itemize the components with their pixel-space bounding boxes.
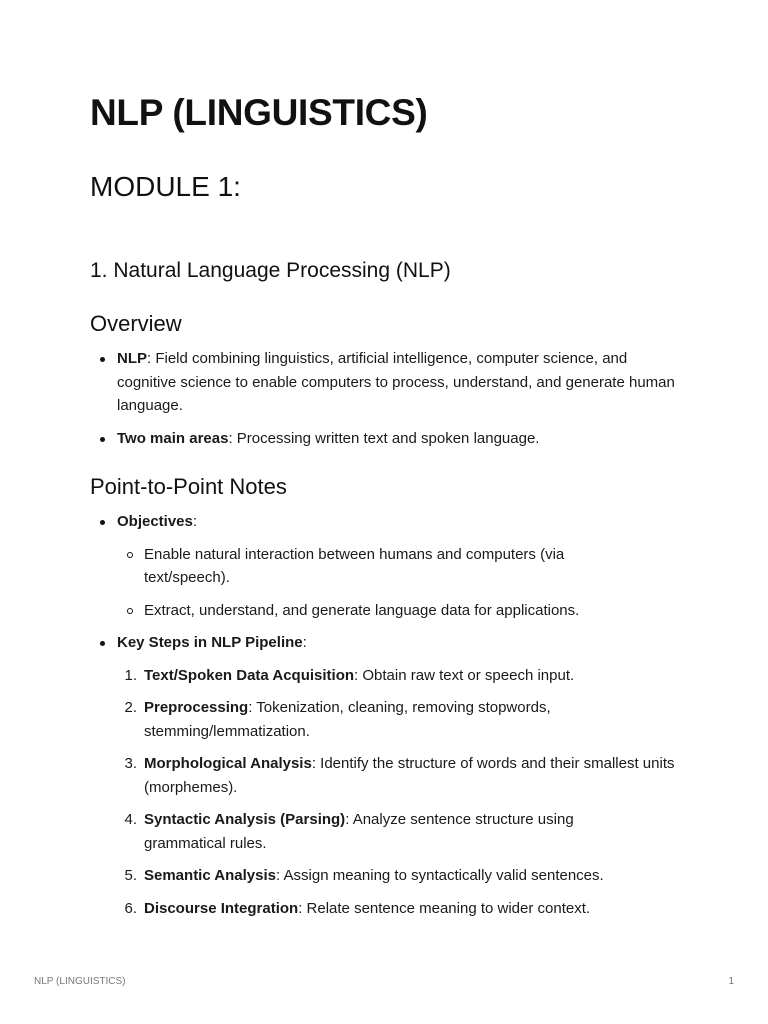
item-text: Tokenization, cleaning, removing stopwords, stemming/lemmatization. xyxy=(144,699,551,740)
separator: : xyxy=(147,350,152,367)
item-number: 1. xyxy=(124,666,137,684)
item-number: 3. xyxy=(124,755,137,772)
list-item xyxy=(90,631,690,655)
term: Text/Spoken Data Acquisition xyxy=(144,666,355,684)
section-heading: 1. Natural Language Processing (NLP) xyxy=(90,259,451,282)
separator: : xyxy=(302,634,307,651)
overview-heading: Overview xyxy=(90,311,182,336)
module-heading: MODULE 1: xyxy=(90,171,241,202)
item-number: 2. xyxy=(124,699,137,716)
list-item xyxy=(90,347,690,418)
numbered-item xyxy=(90,696,690,743)
term: Morphological Analysis xyxy=(144,755,312,772)
circle-bullet-icon xyxy=(127,552,133,558)
term: Semantic Analysis xyxy=(144,867,277,884)
notes-heading: Point-to-Point Notes xyxy=(90,474,287,499)
term: Preprocessing xyxy=(144,699,249,716)
term: Syntactic Analysis (Parsing) xyxy=(144,811,346,828)
separator: : xyxy=(228,429,233,447)
bullet-icon xyxy=(100,520,105,525)
list-item xyxy=(90,427,690,451)
term: Discourse Integration xyxy=(144,899,299,917)
term: Two main areas xyxy=(117,429,229,447)
overview-list xyxy=(90,347,690,459)
notes-list xyxy=(90,510,690,929)
bullet-icon xyxy=(100,641,105,646)
item-number: 6. xyxy=(124,899,137,917)
term: NLP xyxy=(117,350,147,367)
document-title: NLP (LINGUISTICS) xyxy=(90,92,428,133)
numbered-item xyxy=(90,752,690,799)
item-text: Assign meaning to syntactically valid sentences. xyxy=(280,867,604,884)
page-number: 1 xyxy=(728,976,734,987)
numbered-item xyxy=(90,664,690,688)
item-text: Obtain raw text or speech input. xyxy=(358,666,575,684)
separator: : xyxy=(345,811,350,828)
list-item xyxy=(90,510,690,534)
footer-title: NLP (LINGUISTICS) xyxy=(34,976,126,987)
numbered-item xyxy=(90,897,690,921)
separator: : xyxy=(192,513,198,530)
item-text: Processing written text and spoken language. xyxy=(232,429,540,447)
term: Objectives xyxy=(117,513,193,530)
separator: : xyxy=(311,755,316,772)
bullet-icon xyxy=(100,357,105,362)
item-number: 4. xyxy=(124,811,137,828)
separator: : xyxy=(248,699,253,716)
separator: : xyxy=(354,666,359,684)
bullet-icon xyxy=(100,437,105,442)
item-text: Analyze sentence structure using grammatical rules. xyxy=(144,811,574,852)
item-number: 5. xyxy=(124,867,137,884)
numbered-item xyxy=(90,808,690,855)
item-text: Extract, understand, and generate language data for applications. xyxy=(144,601,580,619)
item-text: Identify the structure of words and their smallest units (morphemes). xyxy=(144,755,675,796)
separator: : xyxy=(298,899,303,917)
item-text: Field combining linguistics, artificial intelligence, computer science, and cognitive science to enable computers to process, understand, and generate human language. xyxy=(117,350,675,414)
item-text: Relate sentence meaning to wider context. xyxy=(302,899,591,917)
item-text: Enable natural interaction between humans and computers (via text/speech). xyxy=(144,545,565,586)
separator: : xyxy=(276,867,281,884)
sub-list-item xyxy=(90,599,690,623)
numbered-item xyxy=(90,864,690,888)
circle-bullet-icon xyxy=(127,608,133,614)
term: Key Steps in NLP Pipeline xyxy=(117,634,303,651)
sub-list-item xyxy=(90,543,690,590)
